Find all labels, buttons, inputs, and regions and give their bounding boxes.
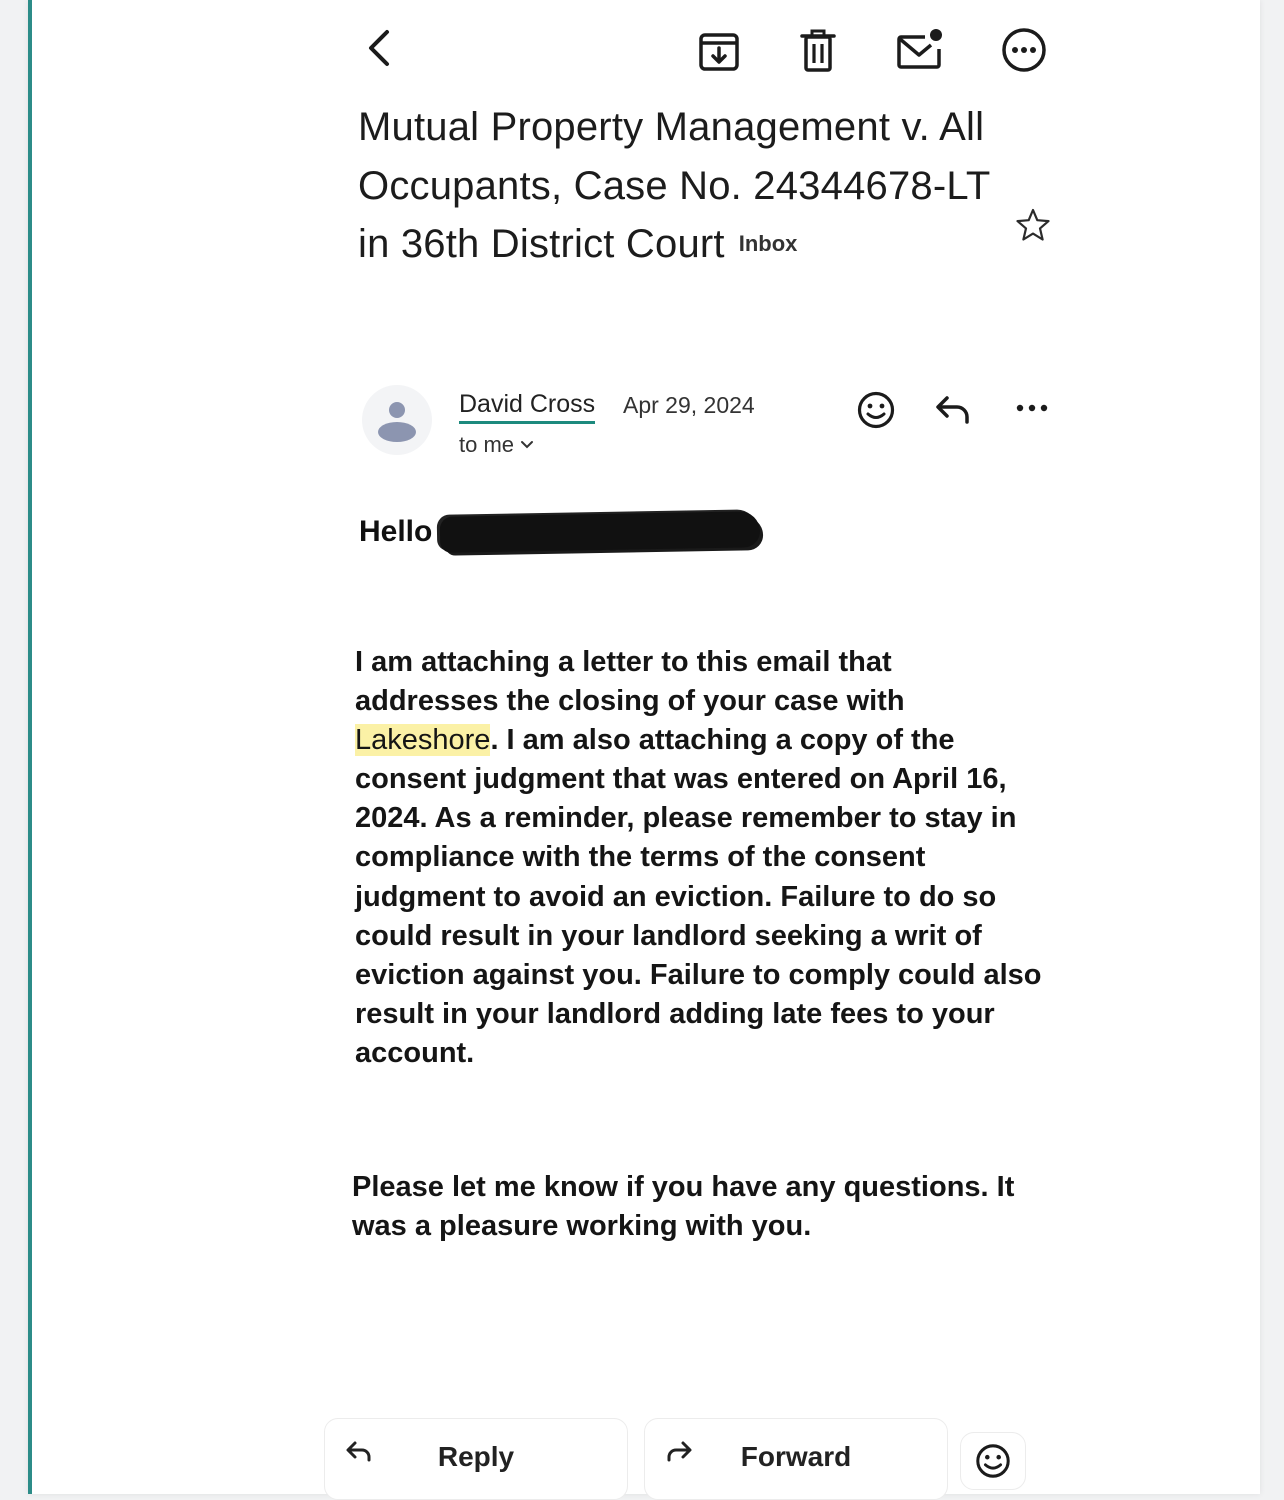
highlighted-term: Lakeshore — [355, 724, 491, 757]
recipient-label: to me — [459, 432, 515, 457]
message-more-icon[interactable] — [1012, 396, 1052, 420]
redaction-mark — [440, 511, 761, 553]
bottom-emoji-icon[interactable] — [960, 1432, 1026, 1490]
greeting-text: Hello — [359, 515, 433, 548]
email-subject — [358, 98, 998, 274]
message-paragraph-2: Please let me know if you have any questions. It was a pleasure working with you. — [352, 1171, 1015, 1242]
sender-name[interactable]: David Cross — [459, 390, 595, 424]
subject-text: Mutual Property Management v. All Occupants, Case No. 24344678-LT in 36th District Court — [358, 105, 990, 266]
reply-icon[interactable] — [932, 390, 974, 428]
message-paragraph-1 — [355, 643, 1075, 1073]
archive-icon[interactable] — [696, 28, 742, 74]
inbox-label[interactable]: Inbox — [738, 231, 798, 256]
greeting — [359, 514, 760, 550]
recipient-toggle[interactable] — [459, 432, 534, 458]
paragraph-1-start: I am attaching a letter to this email that addresses the closing of your case with — [355, 646, 905, 718]
back-arrow-icon[interactable] — [358, 26, 398, 70]
paragraph-1-end: . I am also attaching a copy of the consent judgment that was entered on April 16, 2024. As a reminder, please remember to stay in compliance with the terms of the consent judgment to avoid an eviction. Failure to do so could result in your landlord seeking a writ of eviction against you. Failure to comply could also result in your landlord adding late fees to your account. — [355, 724, 1042, 1069]
forward-button[interactable] — [644, 1418, 948, 1500]
star-icon[interactable] — [1014, 206, 1052, 244]
reply-label: Reply — [437, 1441, 515, 1472]
forward-label: Forward — [740, 1441, 852, 1472]
mark-unread-icon[interactable] — [894, 26, 946, 74]
trash-icon[interactable] — [796, 28, 840, 74]
more-circle-icon[interactable] — [1000, 26, 1048, 74]
email-screen — [28, 0, 1260, 1494]
emoji-reaction-icon[interactable] — [855, 389, 897, 431]
sent-date: Apr 29, 2024 — [623, 392, 755, 418]
chevron-down-icon — [520, 440, 534, 450]
sender-avatar — [362, 385, 432, 455]
reply-button[interactable] — [324, 1418, 628, 1500]
